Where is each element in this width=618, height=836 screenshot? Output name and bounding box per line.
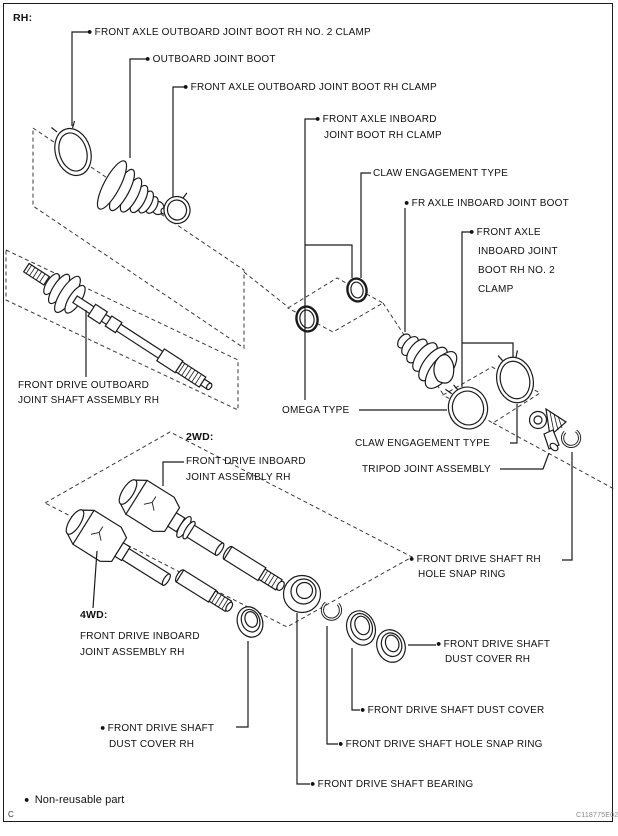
stub-shaft-4wd-graphic	[174, 568, 235, 614]
hole-snap-ring-rh-graphic	[563, 431, 580, 446]
label-inboard-assembly-2wd: FRONT DRIVE INBOARD JOINT ASSEMBLY RH	[186, 456, 306, 483]
bullet-icon: ●	[24, 794, 30, 805]
label-outboard-shaft-assembly: FRONT DRIVE OUTBOARD JOINT SHAFT ASSEMBLY RH	[18, 380, 160, 406]
section-label-2wd: 2WD:	[186, 431, 214, 443]
bullet-icon: ●	[310, 778, 316, 789]
label-tripod-joint: TRIPOD JOINT ASSEMBLY	[362, 464, 491, 475]
label-claw-engagement-type-lower: CLAW ENGAGEMENT TYPE	[355, 438, 490, 449]
bullet-icon: ●	[87, 26, 93, 37]
bullet-icon: ●	[360, 704, 366, 715]
section-label-4wd: 4WD:	[80, 609, 108, 621]
label-outboard-no2-clamp: ● FRONT AXLE OUTBOARD JOINT BOOT RH NO. 2 CLAMP	[87, 26, 371, 38]
bullet-icon: ●	[183, 81, 189, 92]
label-outboard-clamp: ● FRONT AXLE OUTBOARD JOINT BOOT RH CLAMP	[183, 81, 437, 93]
label-inboard-no2-clamp: ● FRONT AXLE INBOARD JOINT BOOT RH NO. 2 CLAMP	[469, 223, 558, 299]
label-outboard-boot: ● OUTBOARD JOINT BOOT	[145, 53, 276, 65]
outboard-no2-clamp-graphic	[47, 118, 97, 180]
label-inboard-clamp: ● FRONT AXLE INBOARD JOINT BOOT RH CLAMP	[315, 111, 442, 144]
stub-shaft-2wd-graphic	[221, 545, 287, 594]
label-inboard-boot: ● FR AXLE INBOARD JOINT BOOT	[404, 197, 569, 209]
figure-code: C118775E02	[576, 812, 618, 819]
section-label-rh: RH:	[13, 12, 33, 24]
corner-mark: C	[8, 810, 14, 819]
bullet-icon: ●	[315, 113, 321, 124]
bullet-icon: ●	[436, 638, 442, 649]
bullet-icon: ●	[409, 553, 415, 564]
dust-cover-rh-right-graphic	[372, 626, 410, 667]
label-dust-cover-rh-left: ● FRONT DRIVE SHAFT DUST COVER RH	[100, 720, 214, 753]
bullet-icon: ●	[145, 53, 151, 64]
bullet-icon: ●	[404, 197, 410, 208]
label-claw-engagement-type-upper: CLAW ENGAGEMENT TYPE	[373, 168, 508, 179]
inboard-clamp-omega-graphic	[294, 305, 320, 334]
label-inboard-assembly-4wd: FRONT DRIVE INBOARD JOINT ASSEMBLY RH	[80, 631, 200, 658]
bullet-icon: ●	[100, 722, 106, 733]
outboard-boot-graphic	[92, 157, 167, 215]
dust-cover-rh-left-graphic	[233, 603, 267, 641]
dust-cover-graphic	[342, 607, 380, 649]
bullet-icon: ●	[469, 226, 475, 237]
label-hole-snap-ring: ● FRONT DRIVE SHAFT HOLE SNAP RING	[338, 738, 543, 750]
label-dust-cover: ● FRONT DRIVE SHAFT DUST COVER	[360, 704, 545, 716]
label-bearing: ● FRONT DRIVE SHAFT BEARING	[310, 778, 474, 790]
inboard-boot-graphic	[395, 332, 462, 394]
label-dust-cover-rh-right: ● FRONT DRIVE SHAFT DUST COVER RH	[436, 638, 551, 665]
no2-clamp-omega-graphic	[442, 378, 492, 433]
inboard-clamp-claw-graphic	[345, 277, 368, 303]
bullet-icon: ●	[338, 738, 344, 749]
label-omega-type: OMEGA TYPE	[282, 405, 350, 416]
tripod-joint-graphic	[530, 409, 567, 452]
legend-non-reusable: ● Non-reusable part	[24, 794, 125, 806]
hole-snap-ring-graphic	[322, 603, 340, 619]
bearing-graphic	[284, 576, 321, 613]
outboard-clamp-graphic	[161, 193, 194, 227]
label-hole-snap-ring-rh: ● FRONT DRIVE SHAFT RH HOLE SNAP RING	[409, 553, 541, 580]
